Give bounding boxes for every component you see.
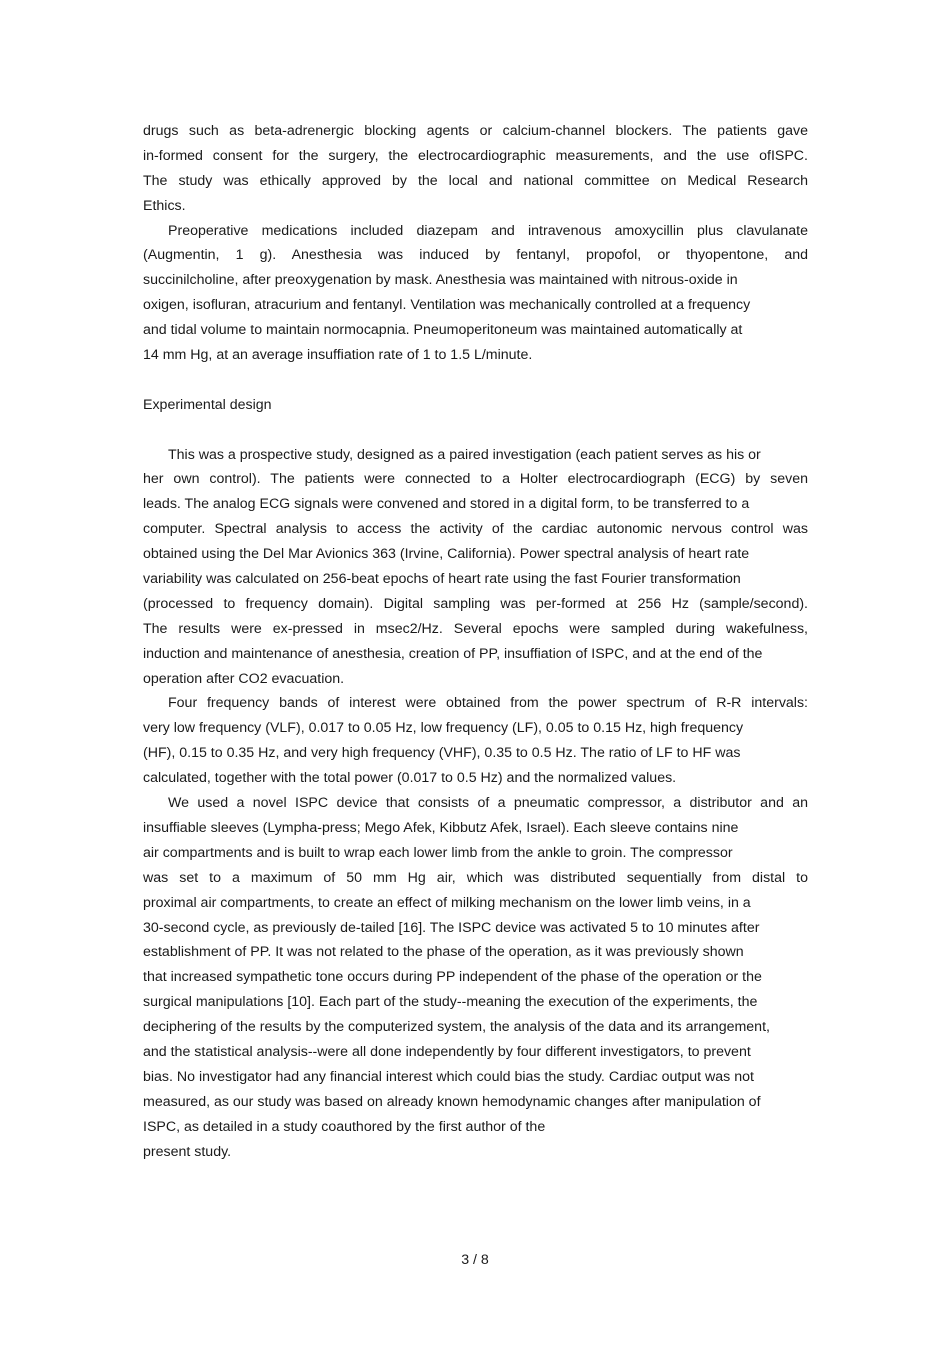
text-line: operation after CO2 evacuation. (143, 670, 345, 687)
text-line: air compartments and is built to wrap each lower limb from the ankle to groin. The compressor (143, 844, 733, 861)
text-line: Ethics. (143, 197, 186, 214)
text-line: in-formed consent for the surgery, the electrocardiographic measurements, and the use ofISPC. (143, 147, 808, 164)
text-line: (processed to frequency domain). Digital sampling was per-formed at 256 Hz (sample/second). (143, 595, 808, 612)
text-line: drugs such as beta-adrenergic blocking agents or calcium-channel blockers. The patients gave (143, 123, 808, 139)
text-line: her own control). The patients were connected to a Holter electrocardiograph (ECG) by seven (143, 471, 808, 488)
spacer (143, 368, 808, 393)
text-line: was set to a maximum of 50 mm Hg air, which was distributed sequentially from distal to (143, 869, 808, 886)
paragraph-3 (143, 443, 808, 692)
text-line: The study was ethically approved by the local and national committee on Medical Research (143, 172, 808, 189)
spacer (143, 418, 808, 443)
text-line: 30-second cycle, as previously de-tailed [16]. The ISPC device was activated 5 to 10 minutes after (143, 919, 760, 936)
text-line: bias. No investigator had any financial interest which could bias the study. Cardiac output was not (143, 1068, 754, 1085)
text-line: proximal air compartments, to create an effect of milking mechanism on the lower limb veins, in a (143, 894, 751, 911)
text-line: calculated, together with the total power (0.017 to 0.5 Hz) and the normalized values. (143, 770, 677, 787)
text-line: variability was calculated on 256-beat epochs of heart rate using the fast Fourier transformation (143, 571, 741, 588)
text-line: establishment of PP. It was not related to the phase of the operation, as it was previously shown (143, 944, 744, 961)
text-line: insuffiable sleeves (Lympha-press; Mego Afek, Kibbutz Afek, Israel). Each sleeve contains nine (143, 819, 739, 836)
text-line: Four frequency bands of interest were obtained from the power spectrum of R-R intervals: (168, 695, 808, 712)
paragraph-2 (143, 219, 808, 368)
section-heading: Experimental design (143, 396, 272, 413)
paragraph-5 (143, 791, 808, 1164)
text-line: that increased sympathetic tone occurs during PP independent of the phase of the operation or the (143, 969, 762, 986)
text-line: very low frequency (VLF), 0.017 to 0.05 Hz, low frequency (LF), 0.05 to 0.15 Hz, high frequency (143, 720, 744, 737)
page-number: 3 / 8 (461, 1252, 489, 1268)
paragraph-4 (143, 691, 808, 791)
text-line: and the statistical analysis--were all done independently by four different investigators, to prevent (143, 1043, 751, 1060)
document-body (143, 119, 808, 1164)
text-line: obtained using the Del Mar Avionics 363 (Irvine, California). Power spectral analysis of heart rate (143, 546, 750, 563)
text-line: (HF), 0.15 to 0.35 Hz, and very high frequency (VHF), 0.35 to 0.5 Hz. The ratio of LF to HF was (143, 745, 741, 762)
text-line: present study. (143, 1143, 232, 1160)
text-line: We used a novel ISPC device that consists of a pneumatic compressor, a distributor and an (168, 795, 808, 812)
text-line: deciphering of the results by the computerized system, the analysis of the data and its arrangement, (143, 1019, 770, 1036)
paragraph-1 (143, 119, 808, 219)
text-line: (Augmentin, 1 g). Anesthesia was induced by fentanyl, propofol, or thyopentone, and (143, 247, 808, 264)
text-line: oxigen, isofluran, atracurium and fentanyl. Ventilation was mechanically controlled at a frequency (143, 297, 751, 314)
text-line: The results were ex-pressed in msec2/Hz. Several epochs were sampled during wakefulness, (143, 620, 808, 637)
text-line: 14 mm Hg, at an average insuffiation rate of 1 to 1.5 L/minute. (143, 347, 533, 364)
text-line: leads. The analog ECG signals were convened and stored in a digital form, to be transferred to a (143, 496, 750, 513)
text-line: Preoperative medications included diazepam and intravenous amoxycillin plus clavulanate (168, 222, 808, 239)
text-line: ISPC, as detailed in a study coauthored by the first author of the (143, 1118, 546, 1135)
text-line: This was a prospective study, designed as a paired investigation (each patient serves as his or (168, 446, 761, 463)
text-line: and tidal volume to maintain normocapnia. Pneumoperitoneum was maintained automatically at (143, 322, 743, 339)
text-line: computer. Spectral analysis to access the activity of the cardiac autonomic nervous control was (143, 521, 808, 538)
text-line: surgical manipulations [10]. Each part of the study--meaning the execution of the experiments, the (143, 994, 758, 1011)
text-line: succinilcholine, after preoxygenation by mask. Anesthesia was maintained with nitrous-oxide in (143, 272, 738, 289)
text-line: measured, as our study was based on already known hemodynamic changes after manipulation of (143, 1093, 761, 1110)
text-line: induction and maintenance of anesthesia, creation of PP, insuffiation of ISPC, and at the end of the (143, 645, 763, 662)
